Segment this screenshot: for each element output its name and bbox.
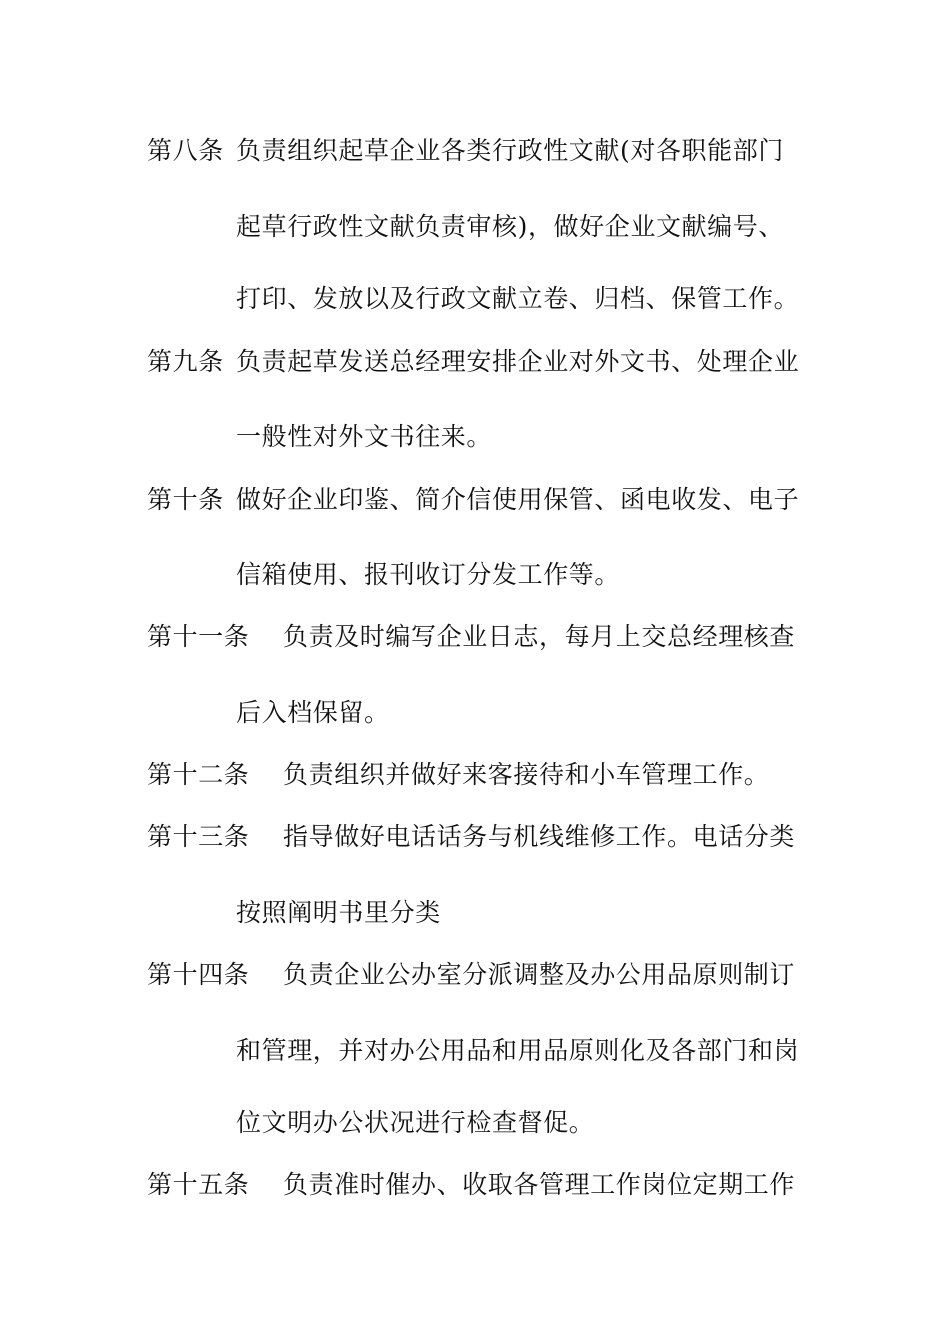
article-12-label: 第十二条 [147,760,250,789]
article-13-line-2: 按照阐明书里分类 [236,898,441,927]
article-10-label: 第十条 [147,485,224,514]
article-12-line-1: 负责组织并做好来客接待和小车管理工作。 [283,760,770,789]
article-14-line-1: 负责企业公办室分派调整及办公用品原则制订 [283,960,796,989]
article-11-line-2: 后入档保留。 [236,698,390,727]
article-10-line-1: 做好企业印鉴、简介信使用保管、函电收发、电子 [236,485,800,514]
article-9-line-2: 一般性对外文书往来。 [236,422,493,451]
article-9-label: 第九条 [147,347,224,376]
article-8-line-3: 打印、发放以及行政文献立卷、归档、保管工作。 [236,284,800,313]
article-10-line-2: 信箱使用、报刊收订分发工作等。 [236,560,621,589]
article-8-label: 第八条 [147,136,224,165]
article-13-label: 第十三条 [147,822,250,851]
article-11-label: 第十一条 [147,622,250,651]
article-14-label: 第十四条 [147,960,250,989]
article-15-label: 第十五条 [147,1170,250,1199]
article-8-line-2: 起草行政性文献负责审核)，做好企业文献编号、 [236,212,784,241]
article-8-line-1: 负责组织起草企业各类行政性文献(对各职能部门 [236,136,784,165]
article-14-line-3: 位文明办公状况进行检查督促。 [236,1108,595,1137]
article-14-line-2: 和管理，并对办公用品和用品原则化及各部门和岗 [236,1036,800,1065]
article-15-line-1: 负责准时催办、收取各管理工作岗位定期工作 [283,1170,796,1199]
article-11-line-1: 负责及时编写企业日志，每月上交总经理核查 [283,622,796,651]
article-13-line-1: 指导做好电话话务与机线维修工作。电话分类 [283,822,796,851]
article-9-line-1: 负责起草发送总经理安排企业对外文书、处理企业 [236,347,800,376]
